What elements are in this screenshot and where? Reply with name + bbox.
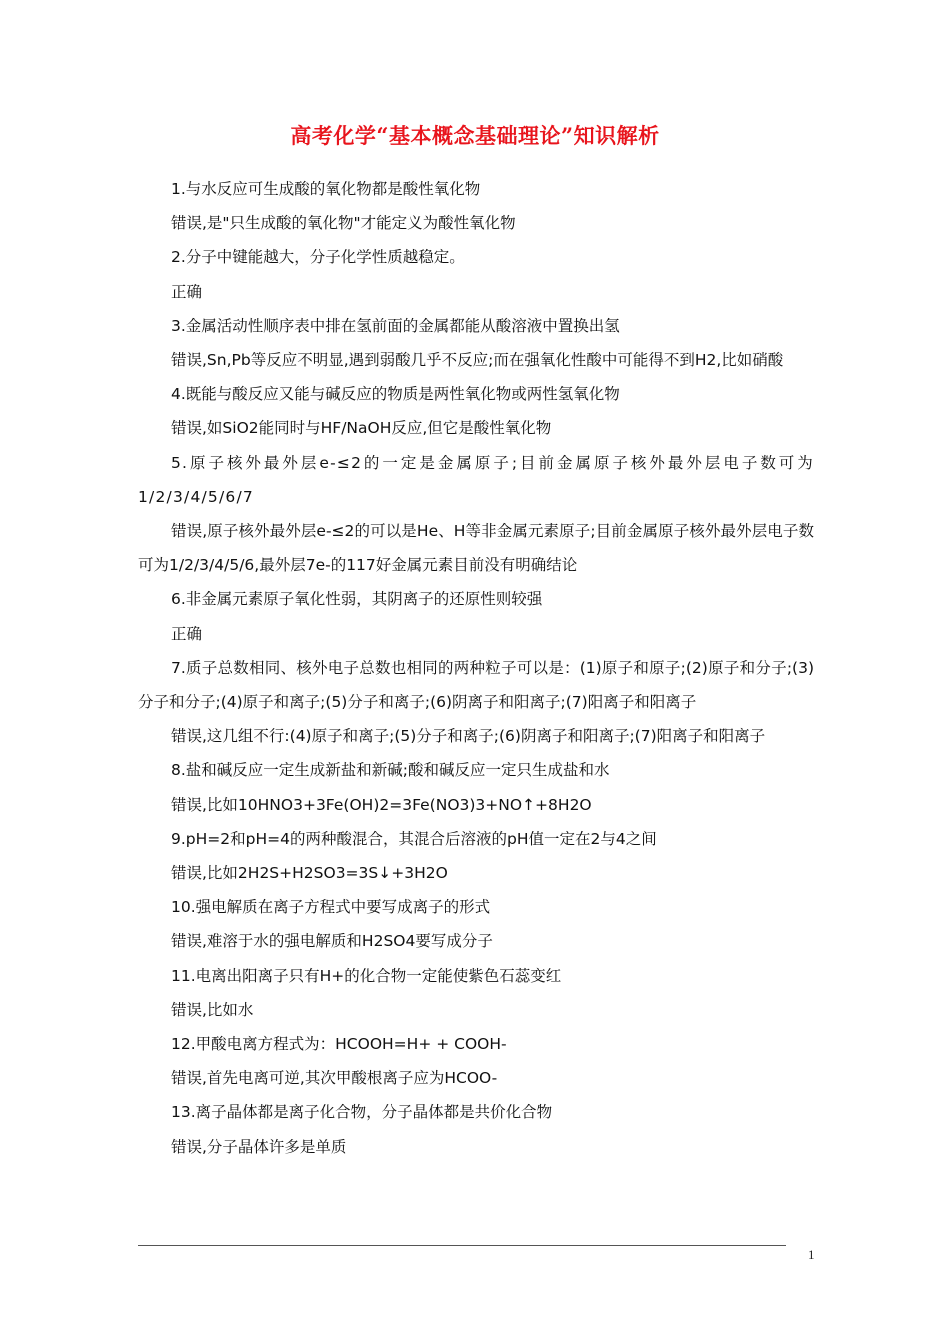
paragraph: 错误,Sn,Pb等反应不明显,遇到弱酸几乎不反应;而在强氧化性酸中可能得不到H2,比如硝酸	[171, 351, 784, 370]
paragraph: 5.原子核外最外层e-≤2的一定是金属原子;目前金属原子核外最外层电子数可为1/2/3/4/5/6/7	[138, 453, 814, 506]
paragraph: 正确	[171, 624, 203, 643]
footer-divider	[138, 1245, 786, 1246]
page-number: 1	[808, 1247, 815, 1262]
paragraph: 4.既能与酸反应又能与碱反应的物质是两性氧化物或两性氢氧化物	[171, 385, 620, 404]
paragraph: 9.pH=2和pH=4的两种酸混合，其混合后溶液的pH值一定在2与4之间	[171, 829, 657, 848]
paragraph: 1.与水反应可生成酸的氧化物都是酸性氧化物	[171, 180, 481, 198]
document-body	[138, 172, 814, 1164]
document-title: 高考化学“基本概念基础理论”知识解析	[290, 123, 660, 148]
paragraph: 13.离子晶体都是离子化合物，分子晶体都是共价化合物	[171, 1103, 553, 1122]
paragraph: 12.甲酸电离方程式为：HCOOH=H+ + COOH-	[171, 1035, 507, 1054]
paragraph: 7.质子总数相同、核外电子总数也相同的两种粒子可以是：(1)原子和原子;(2)原子和分子;(3)分子和分子;(4)原子和离子;(5)分子和离子;(6)阴离子和阳离子;(7)阳离子和阳离子	[138, 658, 814, 712]
paragraph: 正确	[171, 282, 203, 301]
paragraph: 错误,分子晶体许多是单质	[171, 1137, 347, 1156]
paragraph: 8.盐和碱反应一定生成新盐和新碱;酸和碱反应一定只生成盐和水	[171, 761, 610, 780]
paragraph: 2.分子中键能越大，分子化学性质越稳定。	[171, 248, 465, 267]
paragraph: 错误,是"只生成酸的氧化物"才能定义为酸性氧化物	[171, 214, 516, 233]
paragraph: 错误,难溶于水的强电解质和H2SO4要写成分子	[171, 932, 493, 951]
paragraph: 错误,首先电离可逆,其次甲酸根离子应为HCOO-	[171, 1069, 498, 1088]
paragraph: 错误,如SiO2能同时与HF/NaOH反应,但它是酸性氧化物	[171, 419, 552, 438]
paragraph: 错误,比如水	[171, 1000, 254, 1019]
paragraph: 6.非金属元素原子氧化性弱，其阴离子的还原性则较强	[171, 590, 543, 609]
paragraph: 错误,这几组不行:(4)原子和离子;(5)分子和离子;(6)阴离子和阳离子;(7)阳离子和阳离子	[171, 727, 766, 746]
paragraph: 3.金属活动性顺序表中排在氢前面的金属都能从酸溶液中置换出氢	[171, 316, 620, 335]
paragraph: 错误,比如2H2S+H2SO3=3S↓+3H2O	[171, 864, 448, 883]
paragraph: 11.电离出阳离子只有H+的化合物一定能使紫色石蕊变红	[171, 966, 562, 985]
paragraph: 错误,比如10HNO3+3Fe(OH)2=3Fe(NO3)3+NO↑+8H2O	[171, 795, 592, 814]
paragraph: 10.强电解质在离子方程式中要写成离子的形式	[171, 898, 491, 917]
paragraph: 错误,原子核外最外层e-≤2的可以是He、H等非金属元素原子;目前金属原子核外最外层电子数可为1/2/3/4/5/6,最外层7e-的117好金属元素目前没有明确结论	[138, 522, 814, 575]
